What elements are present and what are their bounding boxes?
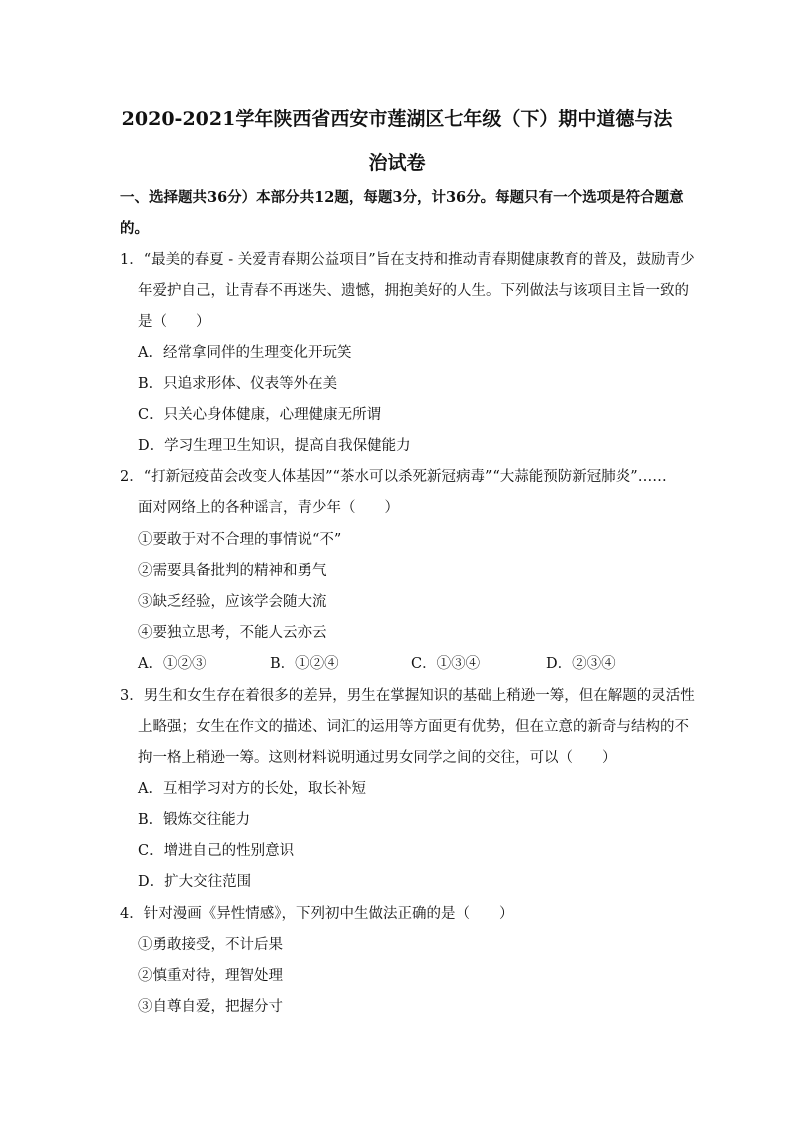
question-2-stem-line-2: 面对网络上的各种谣言，青少年（ ） — [138, 500, 399, 516]
question-4-stem-line-1: 4．针对漫画《异性情感》，下列初中生做法正确的是（ ） — [120, 906, 514, 922]
question-3-stem-line-2: 上略强；女生在作文的描述、词汇的运用等方面更有优势，但在立意的新奇与结构的不 — [138, 719, 689, 735]
question-2-statement-2: ②需要具备批判的精神和勇气 — [138, 563, 327, 579]
question-1-option-c: C．只关心身体健康，心理健康无所谓 — [138, 407, 382, 423]
question-3-option-a: A．互相学习对方的长处，取长补短 — [138, 781, 366, 797]
question-2-stem-line-1: 2．“打新冠疫苗会改变人体基因”“茶水可以杀死新冠病毒”“大蒜能预防新冠肺炎”…… — [120, 469, 667, 485]
question-3-option-c: C．增进自己的性别意识 — [138, 843, 295, 859]
question-2-statement-1: ①要敢于对不合理的事情说“不” — [138, 532, 342, 548]
question-1-option-d: D．学习生理卫生知识，提高自我保健能力 — [138, 438, 411, 454]
question-4-statement-2: ②慎重对待，理智处理 — [138, 968, 283, 984]
exam-title-line-2: 治试卷 — [368, 152, 426, 174]
question-2-options-row — [0, 654, 794, 674]
question-1-stem-line-2: 年爱护自己，让青春不再迷失、遗憾，拥抱美好的人生。下列做法与该项目主旨一致的 — [138, 283, 689, 299]
section-heading-line-1: 一、选择题共36分）本部分共12题，每题3分，计36分。每题只有一个选项是符合题意 — [120, 189, 684, 206]
question-4-statement-1: ①勇敢接受，不计后果 — [138, 937, 283, 953]
exam-title-line-1: 2020-2021学年陕西省西安市莲湖区七年级（下）期中道德与法 — [121, 108, 673, 130]
question-2-option-d: D．②③④ — [546, 656, 616, 672]
question-3-option-b: B．锻炼交往能力 — [138, 812, 251, 828]
question-3-stem-line-3: 拘一格上稍逊一筹。这则材料说明通过男女同学之间的交往，可以（ ） — [138, 750, 617, 766]
question-2-statement-3: ③缺乏经验，应该学会随大流 — [138, 594, 327, 610]
question-3-option-d: D．扩大交往范围 — [138, 874, 252, 890]
section-heading-line-2: 的。 — [120, 220, 149, 237]
question-3-stem-line-1: 3．男生和女生存在着很多的差异，男生在掌握知识的基础上稍逊一筹，但在解题的灵活性 — [120, 688, 695, 704]
question-1-stem-line-1: 1．“最美的春夏 - 关爱青春期公益项目”旨在支持和推动青春期健康教育的普及，鼓励青少 — [120, 252, 695, 268]
question-1-stem-line-3: 是（ ） — [138, 314, 211, 330]
question-2-option-a: A．①②③ — [138, 656, 207, 672]
question-2-option-c: C．①③④ — [411, 656, 481, 672]
question-2-statement-4: ④要独立思考，不能人云亦云 — [138, 625, 327, 641]
question-4-statement-3: ③自尊自爱，把握分寸 — [138, 999, 283, 1015]
question-1-option-b: B．只追求形体、仪表等外在美 — [138, 376, 338, 392]
question-1-option-a: A．经常拿同伴的生理变化开玩笑 — [138, 345, 352, 361]
question-2-option-b: B．①②④ — [270, 656, 339, 672]
